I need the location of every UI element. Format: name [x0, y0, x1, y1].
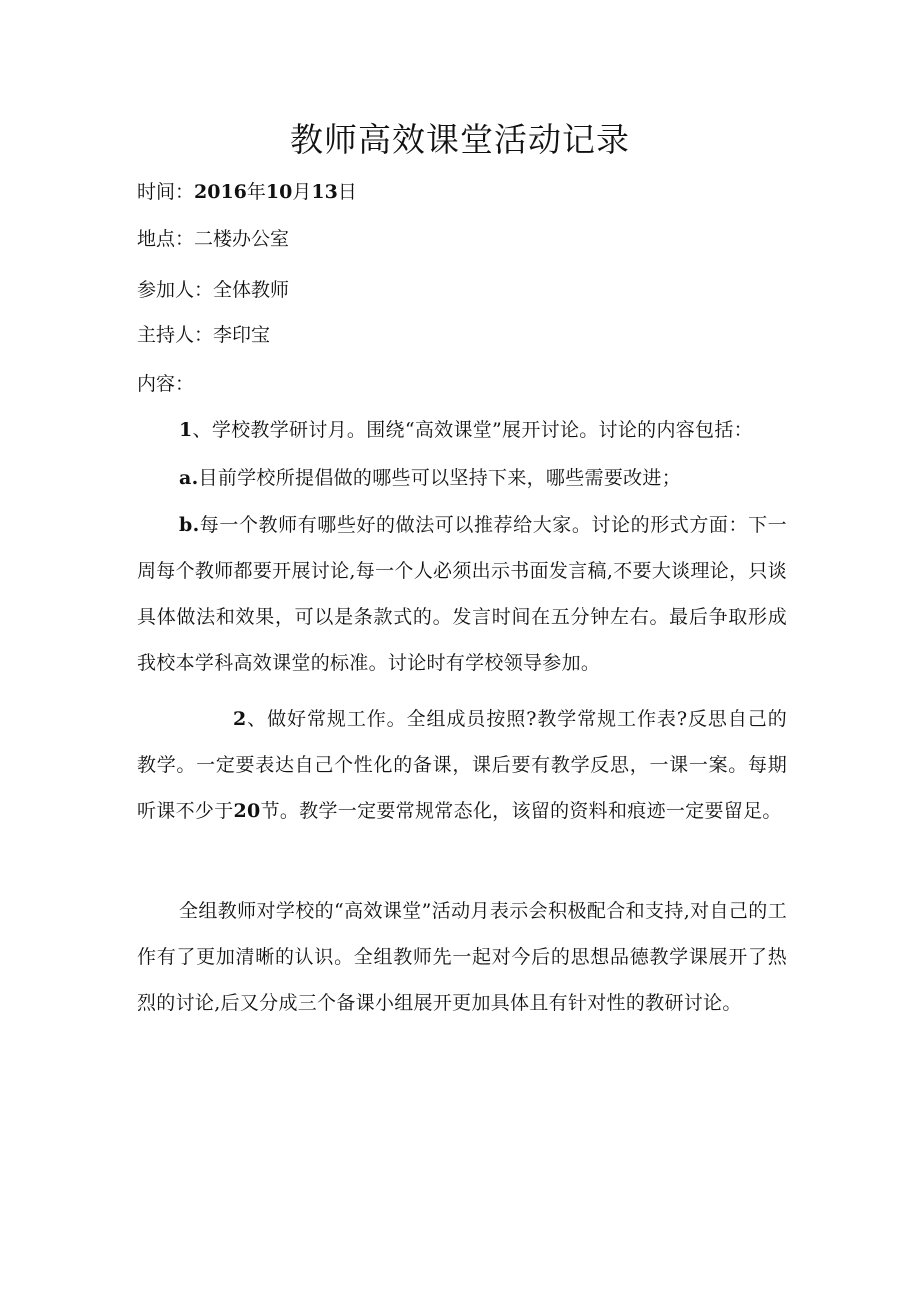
- time-label: 时间：: [137, 181, 195, 203]
- time-month-unit: 月: [292, 181, 312, 203]
- time-year-unit: 年: [246, 181, 266, 203]
- agenda-item-1: [137, 407, 787, 453]
- document-title: 教师高效课堂活动记录: [290, 120, 630, 159]
- item1-number: 1: [179, 419, 193, 441]
- item2-text-a: 、做好常规工作。全组成员按照?教学常规工作表?反思自己的教学。一定要表达自己个性化的备课，课后要有教学反思，一课一案。每期听课不少于: [137, 708, 787, 822]
- item1-text: 、学校教学研讨月。围绕“高效课堂”展开讨论。讨论的内容包括：: [192, 419, 753, 441]
- item2-text-b: 节。教学一定要常规常态化，该留的资料和痕迹一定要留足。: [260, 800, 782, 822]
- time-month: 10: [265, 181, 293, 203]
- item-a-text: 目前学校所提倡做的哪些可以坚持下来，哪些需要改进；: [198, 467, 682, 489]
- item-a-label: a.: [179, 467, 199, 489]
- meeting-host: 主持人：李印宝: [137, 324, 271, 346]
- time-day: 13: [311, 181, 338, 203]
- agenda-item-2: [137, 696, 787, 834]
- item2-lesson-count: 20: [233, 800, 261, 822]
- meeting-participants: 参加人：全体教师: [137, 279, 290, 301]
- item2-number: 2: [233, 708, 247, 730]
- meeting-place: 地点：二楼办公室: [137, 228, 290, 250]
- time-year: 2016: [194, 181, 247, 203]
- meeting-time: [137, 178, 357, 206]
- agenda-item-a: [137, 455, 787, 501]
- time-day-unit: 日: [337, 181, 357, 203]
- summary-paragraph: 全组教师对学校的“高效课堂”活动月表示会积极配合和支持,对自己的工作有了更加清晰的认识。全组教师先一起对今后的思想品德教学课展开了热烈的讨论,后又分成三个备课小组展开更加具体且有针对性的教研讨论。: [137, 900, 787, 1014]
- agenda-item-b: [137, 502, 787, 686]
- content-label: 内容：: [137, 373, 195, 395]
- item-b-label: b.: [179, 514, 200, 536]
- item-b-text: 每一个教师有哪些好的做法可以推荐给大家。讨论的形式方面：下一周每个教师都要开展讨论,每一个人必须出示书面发言稿,不要大谈理论，只谈具体做法和效果，可以是条款式的。发言时间在五分钟左右。最后争取形成我校本学科高效课堂的标准。讨论时有学校领导参加。: [137, 514, 787, 674]
